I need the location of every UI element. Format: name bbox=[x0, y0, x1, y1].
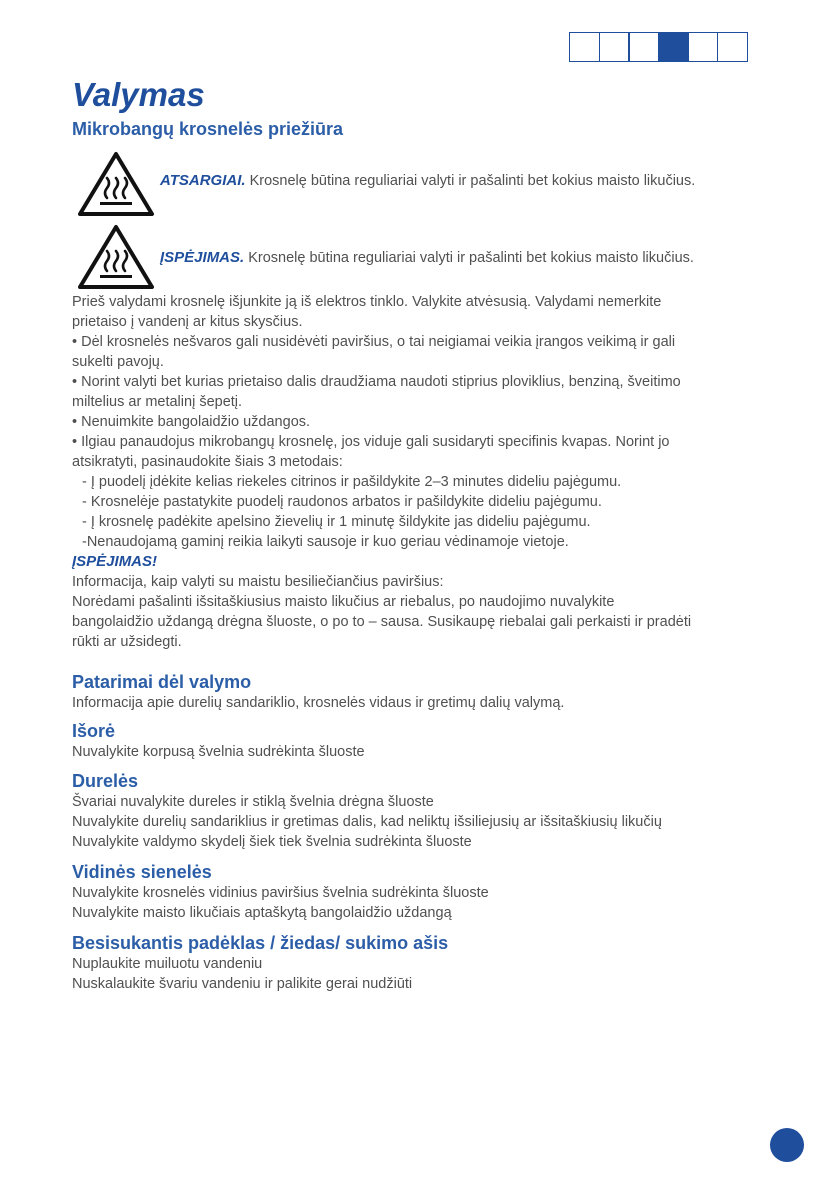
caution-notice bbox=[160, 172, 695, 189]
chapter-tab bbox=[717, 32, 748, 62]
section-door bbox=[72, 771, 662, 852]
chapter-tab bbox=[599, 32, 630, 62]
section-line: Nuplaukite muiluotu vandeniu bbox=[72, 956, 263, 972]
warning2-label: ĮSPĖJIMAS! bbox=[72, 553, 158, 570]
hot-surface-warning-icon bbox=[76, 223, 156, 293]
intro-line: prietaiso į vandenį ar kitus skysčius. bbox=[72, 314, 303, 330]
section-heading: Vidinės sienelės bbox=[72, 862, 212, 882]
chapter-tab bbox=[628, 32, 659, 62]
method-item: -Nenaudojamą gaminį reikia laikyti sausoje ir kuo geriau vėdinamoje vietoje. bbox=[82, 534, 569, 550]
chapter-tab-active bbox=[658, 32, 689, 62]
section-cleaning-tips bbox=[72, 672, 564, 713]
section-heading: Patarimai dėl valymo bbox=[72, 672, 252, 692]
bullet-item bbox=[72, 332, 772, 372]
section-line: Nuvalykite valdymo skydelį šiek tiek švelnia sudrėkinta šluoste bbox=[72, 834, 472, 850]
section-line: Nuvalykite korpusą švelnia sudrėkinta šluoste bbox=[72, 744, 365, 760]
cleaning-instructions bbox=[72, 292, 772, 652]
page-number-badge bbox=[770, 1128, 804, 1162]
bullet-line: • Norint valyti bet kurias prietaiso dalis draudžiama naudoti stiprius ploviklius, benziną, šveitimo bbox=[72, 374, 681, 390]
page-title: Valymas bbox=[72, 76, 205, 113]
warning2-line: Informacija, kaip valyti su maistu besiliečiančius paviršius: bbox=[72, 574, 444, 590]
warning-label: ĮSPĖJIMAS. bbox=[160, 249, 245, 266]
section-line: Nuskalaukite švariu vandeniu ir palikite gerai nudžiūti bbox=[72, 976, 413, 992]
intro-line: Prieš valydami krosnelę išjunkite ją iš elektros tinklo. Valykite atvėsusią. Valydami nemerkite bbox=[72, 294, 662, 310]
section-heading: Durelės bbox=[72, 771, 139, 791]
odor-methods bbox=[72, 472, 772, 552]
bullet-line: atsikratyti, pasinaudokite šiais 3 metodais: bbox=[72, 454, 343, 470]
caution-text: Krosnelę būtina reguliariai valyti ir pašalinti bet kokius maisto likučius. bbox=[245, 173, 696, 189]
section-heading: Besisukantis padėklas / žiedas/ sukimo ašis bbox=[72, 933, 449, 953]
method-item: - Į krosnelę padėkite apelsino žievelių ir 1 minutę šildykite jas dideliu pajėgumu. bbox=[82, 514, 591, 530]
section-line: Informacija apie durelių sandariklio, krosnelės vidaus ir gretimų dalių valymą. bbox=[72, 695, 565, 711]
section-inner-walls bbox=[72, 862, 489, 923]
bullet-item bbox=[72, 432, 772, 472]
chapter-tab bbox=[687, 32, 718, 62]
bullet-line: • Ilgiau panaudojus mikrobangų krosnelę, jos viduje gali susidaryti specifinis kvapas. Norint jo bbox=[72, 434, 670, 450]
section-line: Švariai nuvalykite dureles ir stiklą švelnia drėgna šluoste bbox=[72, 794, 434, 810]
bullet-line: miltelius ar metalinį šepetį. bbox=[72, 394, 243, 410]
section-turntable bbox=[72, 933, 448, 994]
method-item: - Krosnelėje pastatykite puodelį raudonos arbatos ir pašildykite dideliu pajėgumu. bbox=[82, 494, 602, 510]
section-exterior bbox=[72, 721, 365, 762]
warning2-line: rūkti ar užsidegti. bbox=[72, 634, 182, 650]
warning2-line: Norėdami pašalinti išsitaškiusius maisto likučius ar riebalus, po naudojimo nuvalykite bbox=[72, 594, 615, 610]
method-item: - Į puodelį įdėkite kelias riekeles citrinos ir pašildykite 2–3 minutes dideliu pajėgumu. bbox=[82, 474, 622, 490]
section-heading: Išorė bbox=[72, 721, 116, 741]
bullet-line: • Dėl krosnelės nešvaros gali nusidėvėti paviršius, o tai neigiamai veikia įrangos veikimą ir gali bbox=[72, 334, 676, 350]
bullet-item bbox=[72, 412, 772, 432]
hot-surface-warning-icon bbox=[76, 150, 156, 220]
section-line: Nuvalykite krosnelės vidinius paviršius švelnia sudrėkinta šluoste bbox=[72, 885, 489, 901]
bullet-item bbox=[72, 372, 772, 412]
bullet-line: • Nenuimkite bangolaidžio uždangos. bbox=[72, 414, 311, 430]
chapter-tab bbox=[569, 32, 600, 62]
chapter-tab-strip bbox=[569, 32, 748, 62]
bullet-line: sukelti pavojų. bbox=[72, 354, 164, 370]
section-line: Nuvalykite durelių sandariklius ir gretimas dalis, kad neliktų išsiliejusių ar išsitaškiusių likučių bbox=[72, 814, 662, 830]
warning2-line: bangolaidžio uždangą drėgna šluoste, o po to – sausa. Susikaupę riebalai gali perkaisti ir pradėti bbox=[72, 614, 692, 630]
section-line: Nuvalykite maisto likučiais aptaškytą bangolaidžio uždangą bbox=[72, 905, 452, 921]
warning-notice bbox=[160, 249, 694, 266]
warning-text: Krosnelę būtina reguliariai valyti ir pašalinti bet kokius maisto likučius. bbox=[244, 250, 694, 266]
page-subtitle: Mikrobangų krosnelės priežiūra bbox=[72, 119, 344, 139]
caution-label: ATSARGIAI. bbox=[160, 172, 246, 189]
